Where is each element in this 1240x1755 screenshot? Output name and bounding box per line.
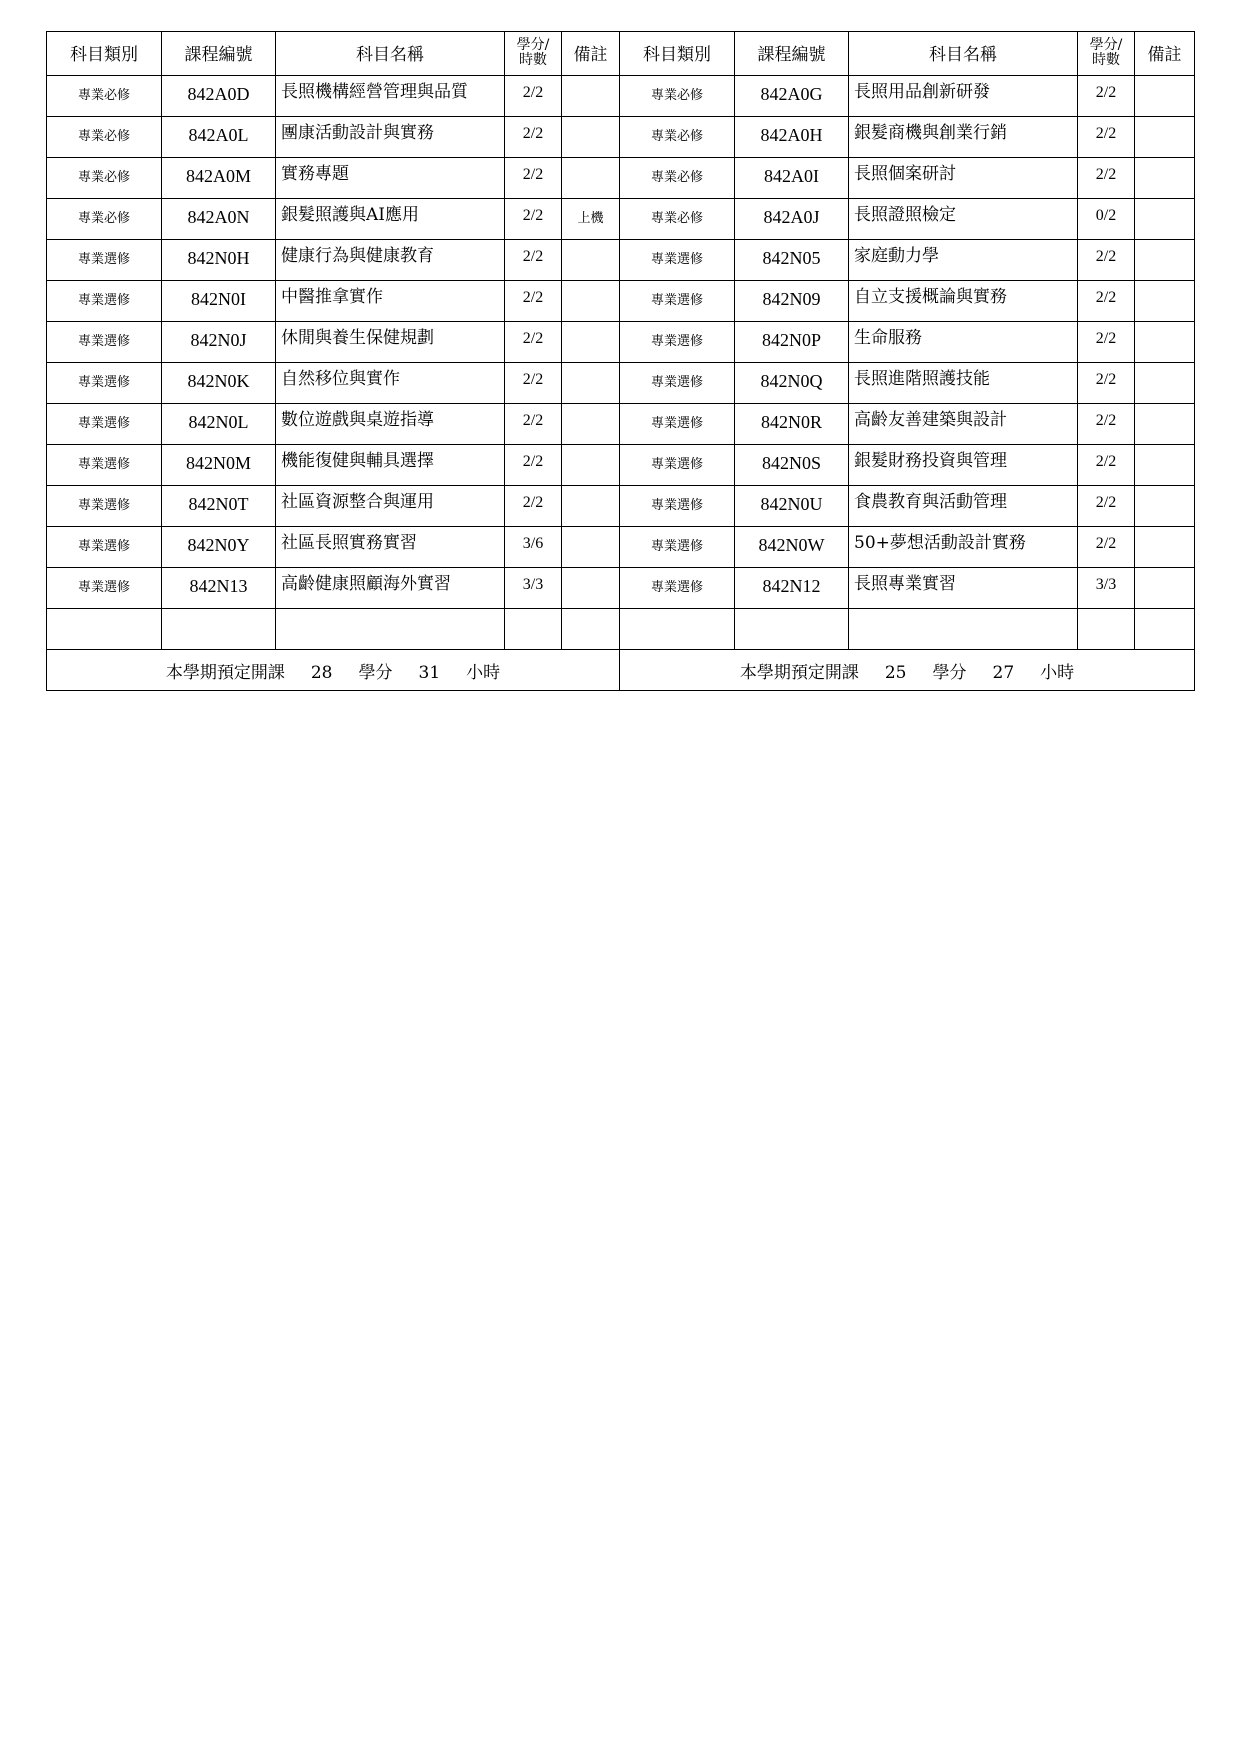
semester-total-right <box>620 650 1195 691</box>
course-credits: 2/2 <box>1078 322 1135 363</box>
total-prefix: 本學期預定開課 <box>739 662 859 683</box>
course-credits: 2/2 <box>505 199 562 240</box>
course-category: 專業選修 <box>620 568 735 609</box>
course-note <box>562 76 620 117</box>
course-note <box>562 363 620 404</box>
course-category: 專業選修 <box>47 363 162 404</box>
course-category: 專業選修 <box>620 486 735 527</box>
course-credits: 2/2 <box>1078 404 1135 445</box>
course-credits: 2/2 <box>505 404 562 445</box>
table-row <box>47 199 1195 240</box>
header-category-right: 科目類別 <box>620 32 735 76</box>
course-note <box>1135 445 1195 486</box>
course-name: 中醫推拿實作 <box>276 281 505 322</box>
header-row <box>47 32 1195 76</box>
course-note <box>562 117 620 158</box>
course-note <box>1135 117 1195 158</box>
total-hours: 27 <box>992 662 1015 683</box>
course-note <box>562 158 620 199</box>
total-credits: 25 <box>884 662 907 683</box>
course-code: 842A0G <box>735 76 849 117</box>
course-category: 專業選修 <box>620 363 735 404</box>
empty-row <box>47 609 1195 650</box>
course-name: 高齡健康照顧海外實習 <box>276 568 505 609</box>
course-code: 842N0Y <box>162 527 276 568</box>
course-credits: 2/2 <box>1078 117 1135 158</box>
course-name: 食農教育與活動管理 <box>849 486 1078 527</box>
course-credits: 2/2 <box>1078 486 1135 527</box>
empty-cell <box>849 609 1078 650</box>
table-row <box>47 240 1195 281</box>
empty-cell <box>562 609 620 650</box>
course-credits: 2/2 <box>505 445 562 486</box>
table-row <box>47 281 1195 322</box>
course-note <box>1135 486 1195 527</box>
course-code: 842A0N <box>162 199 276 240</box>
course-code: 842N0K <box>162 363 276 404</box>
course-name: 高齡友善建築與設計 <box>849 404 1078 445</box>
course-credits: 3/3 <box>505 568 562 609</box>
table-row <box>47 158 1195 199</box>
course-credits: 2/2 <box>1078 527 1135 568</box>
course-note: 上機 <box>562 199 620 240</box>
course-name: 長照用品創新研發 <box>849 76 1078 117</box>
course-category: 專業必修 <box>620 199 735 240</box>
course-name: 長照證照檢定 <box>849 199 1078 240</box>
empty-cell <box>276 609 505 650</box>
header-code-left: 課程編號 <box>162 32 276 76</box>
course-note <box>1135 281 1195 322</box>
course-code: 842N0I <box>162 281 276 322</box>
course-name: 實務專題 <box>276 158 505 199</box>
course-note <box>562 486 620 527</box>
course-note <box>1135 158 1195 199</box>
course-category: 專業必修 <box>47 158 162 199</box>
course-name: 社區長照實務實習 <box>276 527 505 568</box>
course-category: 專業必修 <box>47 117 162 158</box>
course-note <box>1135 527 1195 568</box>
course-note <box>1135 199 1195 240</box>
course-category: 專業選修 <box>620 281 735 322</box>
course-credits: 2/2 <box>1078 158 1135 199</box>
course-note <box>1135 240 1195 281</box>
course-credits: 3/3 <box>1078 568 1135 609</box>
course-code: 842N0P <box>735 322 849 363</box>
course-note <box>562 527 620 568</box>
semester-total-left <box>47 650 620 691</box>
course-name: 機能復健與輔具選擇 <box>276 445 505 486</box>
course-credits: 2/2 <box>1078 281 1135 322</box>
course-credits: 2/2 <box>505 363 562 404</box>
course-credits: 2/2 <box>505 158 562 199</box>
course-code: 842A0I <box>735 158 849 199</box>
course-code: 842N0M <box>162 445 276 486</box>
course-category: 專業選修 <box>620 445 735 486</box>
course-name: 團康活動設計與實務 <box>276 117 505 158</box>
header-note-right: 備註 <box>1135 32 1195 76</box>
total-hour-unit: 小時 <box>466 662 501 683</box>
course-name: 長照機構經營管理與品質 <box>276 76 505 117</box>
header-credit-right <box>1078 32 1135 76</box>
course-code: 842A0J <box>735 199 849 240</box>
course-name: 銀髮財務投資與管理 <box>849 445 1078 486</box>
course-code: 842N0U <box>735 486 849 527</box>
course-name: 50+夢想活動設計實務 <box>849 527 1078 568</box>
course-name: 銀髮照護與AI應用 <box>276 199 505 240</box>
course-code: 842N13 <box>162 568 276 609</box>
total-credits: 28 <box>310 662 333 683</box>
course-category: 專業必修 <box>47 76 162 117</box>
course-credits: 2/2 <box>1078 240 1135 281</box>
course-category: 專業選修 <box>47 240 162 281</box>
course-credits: 2/2 <box>505 322 562 363</box>
course-code: 842N0T <box>162 486 276 527</box>
course-name: 社區資源整合與運用 <box>276 486 505 527</box>
course-code: 842N09 <box>735 281 849 322</box>
course-table <box>46 31 1195 691</box>
course-code: 842N0R <box>735 404 849 445</box>
course-code: 842N0H <box>162 240 276 281</box>
course-code: 842N0L <box>162 404 276 445</box>
empty-cell <box>620 609 735 650</box>
header-credit-line1: 學分/ <box>1089 37 1123 53</box>
course-code: 842A0H <box>735 117 849 158</box>
course-category: 專業選修 <box>620 240 735 281</box>
course-name: 長照專業實習 <box>849 568 1078 609</box>
course-credits: 2/2 <box>505 76 562 117</box>
total-prefix: 本學期預定開課 <box>165 662 285 683</box>
course-category: 專業選修 <box>47 486 162 527</box>
course-note <box>562 322 620 363</box>
course-category: 專業選修 <box>620 404 735 445</box>
table-row <box>47 117 1195 158</box>
empty-cell <box>1135 609 1195 650</box>
table-row <box>47 486 1195 527</box>
header-credit-line2: 時數 <box>519 52 547 68</box>
course-name: 生命服務 <box>849 322 1078 363</box>
table-row <box>47 568 1195 609</box>
course-name: 家庭動力學 <box>849 240 1078 281</box>
header-code-right: 課程編號 <box>735 32 849 76</box>
table-row <box>47 322 1195 363</box>
course-code: 842N0J <box>162 322 276 363</box>
course-code: 842N0S <box>735 445 849 486</box>
total-credit-unit: 學分 <box>358 662 393 683</box>
course-credits: 2/2 <box>505 117 562 158</box>
header-name-right: 科目名稱 <box>849 32 1078 76</box>
course-name: 長照進階照護技能 <box>849 363 1078 404</box>
course-credits: 2/2 <box>1078 445 1135 486</box>
course-note <box>562 404 620 445</box>
course-note <box>1135 404 1195 445</box>
course-note <box>562 568 620 609</box>
course-code: 842N0W <box>735 527 849 568</box>
course-name: 長照個案研討 <box>849 158 1078 199</box>
header-credit-left <box>505 32 562 76</box>
course-category: 專業選修 <box>620 322 735 363</box>
table-row <box>47 445 1195 486</box>
course-note <box>1135 76 1195 117</box>
table-row <box>47 404 1195 445</box>
course-credits: 2/2 <box>1078 363 1135 404</box>
empty-cell <box>47 609 162 650</box>
course-code: 842N05 <box>735 240 849 281</box>
course-note <box>562 445 620 486</box>
course-code: 842N0Q <box>735 363 849 404</box>
course-name: 健康行為與健康教育 <box>276 240 505 281</box>
course-category: 專業必修 <box>620 76 735 117</box>
table-row <box>47 527 1195 568</box>
course-credits: 2/2 <box>505 486 562 527</box>
course-credits: 2/2 <box>505 240 562 281</box>
table-row <box>47 363 1195 404</box>
course-name: 銀髮商機與創業行銷 <box>849 117 1078 158</box>
course-category: 專業選修 <box>47 527 162 568</box>
course-category: 專業必修 <box>47 199 162 240</box>
course-name: 自然移位與實作 <box>276 363 505 404</box>
header-category-left: 科目類別 <box>47 32 162 76</box>
totals-row <box>47 650 1195 691</box>
empty-cell <box>162 609 276 650</box>
course-category: 專業選修 <box>47 322 162 363</box>
empty-cell <box>735 609 849 650</box>
course-category: 專業選修 <box>47 568 162 609</box>
course-category: 專業選修 <box>620 527 735 568</box>
course-note <box>562 240 620 281</box>
course-code: 842A0D <box>162 76 276 117</box>
course-body <box>47 76 1195 691</box>
course-category: 專業選修 <box>47 281 162 322</box>
course-code: 842A0L <box>162 117 276 158</box>
course-category: 專業選修 <box>47 404 162 445</box>
course-credits: 3/6 <box>505 527 562 568</box>
course-note <box>1135 568 1195 609</box>
course-name: 休閒與養生保健規劃 <box>276 322 505 363</box>
header-note-left: 備註 <box>562 32 620 76</box>
header-credit-line1: 學分/ <box>516 37 550 53</box>
course-credits: 0/2 <box>1078 199 1135 240</box>
course-code: 842A0M <box>162 158 276 199</box>
course-credits: 2/2 <box>1078 76 1135 117</box>
course-name: 自立支援概論與實務 <box>849 281 1078 322</box>
course-category: 專業必修 <box>620 117 735 158</box>
course-category: 專業選修 <box>47 445 162 486</box>
course-note <box>1135 363 1195 404</box>
course-note <box>1135 322 1195 363</box>
course-code: 842N12 <box>735 568 849 609</box>
empty-cell <box>505 609 562 650</box>
total-hour-unit: 小時 <box>1040 662 1075 683</box>
course-note <box>562 281 620 322</box>
course-name: 數位遊戲與桌遊指導 <box>276 404 505 445</box>
total-hours: 31 <box>418 662 441 683</box>
course-credits: 2/2 <box>505 281 562 322</box>
course-category: 專業必修 <box>620 158 735 199</box>
total-credit-unit: 學分 <box>932 662 967 683</box>
header-credit-line2: 時數 <box>1092 52 1120 68</box>
table-row <box>47 76 1195 117</box>
header-name-left: 科目名稱 <box>276 32 505 76</box>
empty-cell <box>1078 609 1135 650</box>
